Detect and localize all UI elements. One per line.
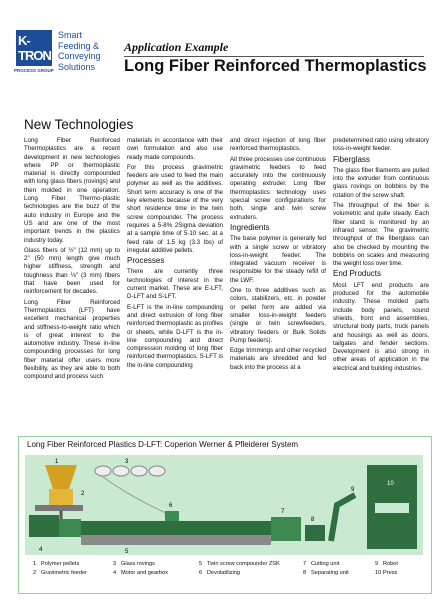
- process-figure: [18, 436, 432, 594]
- motor: [29, 515, 59, 537]
- legend-label: Press: [383, 570, 398, 576]
- paragraph: and direct injection of long fiber reinforced thermoplastics.: [230, 137, 326, 153]
- paragraph: materials in accordance with their own formulation and also use ready made compounds.: [127, 137, 223, 161]
- legend-number: 2: [33, 570, 37, 576]
- legend-label: Robot: [383, 561, 398, 567]
- paragraph: E-LFT is the in-line compounding and direct extrusion of long fiber reinforced thermoplastic as profiles or sheets, while D-LFT is the in-line compounding and direct compression molding of long fiber reinforced thermoplastics. S-LFT is the in-line compounding: [127, 303, 223, 369]
- paragraph: predetermined ratio using vibratory loss-in-weight feeder.: [333, 137, 429, 153]
- legend-number: 6: [199, 570, 203, 576]
- callout-10: 10: [387, 481, 394, 487]
- logo-text: K-TRON: [18, 33, 51, 63]
- callout-2: 2: [81, 491, 85, 497]
- paragraph: One to three additives such as colors, stabilizers, etc. in powder or pellet form are added via smaller loss-in-weight feeders (single or twin screwfeeders, vibratory feeders or Bulk Solids Pump feeders).: [230, 287, 326, 344]
- legend-number: 4: [113, 570, 117, 576]
- legend-number: 8: [303, 570, 307, 576]
- body-columns: [24, 137, 428, 428]
- legend-label: Devolatilizing: [207, 570, 240, 576]
- tagline: [58, 30, 101, 72]
- paragraph: The throughput of the fiber is volumetric and quite steady. Each fiber stand is monitored by an infrared sensor. The gravimetric throughput of the fiberglass can also be checked by mounting the bobbins on scales and measuring the weight loss over time.: [333, 202, 429, 268]
- legend-item: [113, 561, 155, 568]
- legend-item: [199, 570, 240, 577]
- paragraph: Most LFT end products are produced for the automobile industry. These molded parts include body panels, sound shields, front end assemblies, structural body parts, truck panels and housings as well as doors, tailgates and fender sections. Development is also strong in other areas of application in the electrical and building industries.: [333, 281, 429, 372]
- logo-subtitle: PROCESS GROUP: [14, 68, 54, 73]
- legend-label: Separating unit: [311, 570, 349, 576]
- paragraph: All three processes use continuous gravimetric feeders to feed accurately into the continuously operating extruder. Long fiber thermoplastics technology uses special screw configurations for both, single and twin screw extruders.: [230, 155, 326, 221]
- tagline-line: Conveying: [58, 51, 101, 61]
- subheading: Fiberglass: [333, 154, 370, 164]
- page-header: [0, 0, 448, 100]
- callout-6: 6: [169, 503, 173, 509]
- text-column: [127, 137, 223, 372]
- legend-item: [303, 561, 339, 568]
- separating-unit: [305, 525, 325, 541]
- paragraph: There are currently three technologies of interest in the current market. These are E-LFT, D-LFT and S-LFT.: [127, 268, 223, 301]
- legend-item: [303, 570, 349, 577]
- paragraph: Glass fibers of ½" (12 mm) up to 2" (50 mm) length give much higher stiffness, strength and toughness than ⅛" (3 mm) fibers that have been used for reinforcement for decades.: [24, 246, 120, 296]
- text-column: [24, 137, 120, 384]
- legend-number: 1: [33, 561, 37, 567]
- legend-item: [33, 561, 79, 568]
- subheading: Processes: [127, 256, 165, 266]
- text-column: [333, 137, 429, 375]
- legend-label: Cutting unit: [311, 561, 340, 567]
- callout-3: 3: [125, 459, 129, 465]
- legend-label: Polymer pellets: [41, 561, 80, 567]
- legend-label: Twin screw compounder ZSK: [207, 561, 280, 567]
- paragraph: For this process gravimetric feeders are used to feed the main polymer as well as the additives. Short term accuracy is one of the key elements because of the very short residence time in the twin screw compounder. The process requires a 5-8% 2Sigma deviation at a sample time of 5-10 sec. at a feed rate of 1.5 kg (3.3 lbs) of irregular additive pellets.: [127, 163, 223, 254]
- paragraph: Long Fiber Reinforced Thermoplastics (LFT) have excellent mechanical properties and stiffness-to-weight ratio which is of great interest to the automotive industry. These in-line compounding processes for long fiber material offer users more flexibility, as they are able to both compound and process such: [24, 298, 120, 381]
- paragraph: The base polymer is generally fed with a single screw or vibratory loss-in-weight feeder. The integrated vacuum receiver is responsible for the steady refill of the LWF.: [230, 235, 326, 284]
- legend-item: [33, 570, 87, 577]
- legend-item: [375, 570, 397, 577]
- legend-number: 7: [303, 561, 307, 567]
- devolatilizing-port: [165, 511, 179, 521]
- text-column: [230, 137, 326, 374]
- tagline-line: Smart: [58, 30, 83, 40]
- gravimetric-feeder: [49, 489, 73, 505]
- subheading: End Products: [333, 269, 382, 279]
- legend-label: Motor and gearbox: [121, 570, 168, 576]
- feeder-scale: [35, 505, 83, 511]
- tagline-line: Solutions: [58, 61, 96, 72]
- document-category: Application Example: [124, 40, 229, 54]
- legend-number: 3: [113, 561, 117, 567]
- callout-1: 1: [55, 459, 59, 465]
- legend-number: 10: [375, 570, 382, 576]
- callout-5: 5: [125, 549, 129, 555]
- tagline-line: Feeding &: [58, 40, 100, 51]
- legend-label: Glass rovings: [121, 561, 155, 567]
- legend-number: 5: [199, 561, 203, 567]
- figure-title: Long Fiber Reinforced Plastics D-LFT: Coperion Werner & Pfleiderer System: [27, 440, 299, 449]
- callout-7: 7: [281, 509, 285, 515]
- document-title: Long Fiber Reinforced Thermoplastics: [124, 57, 427, 75]
- legend-item: [113, 570, 168, 577]
- legend-label: Gravimetric feeder: [41, 570, 88, 576]
- process-diagram: [25, 455, 423, 555]
- callout-9: 9: [351, 487, 355, 493]
- press-opening: [375, 503, 409, 513]
- legend-item: [375, 561, 398, 568]
- legend-item: [199, 561, 280, 568]
- callout-4: 4: [39, 547, 43, 553]
- subheading: Ingredients: [230, 222, 270, 232]
- paragraph: The glass fiber filaments are pulled into the extruder from continuous glass rovings on bobbins by the rotation of the screw shaft.: [333, 166, 429, 199]
- gearbox: [59, 519, 81, 537]
- legend-number: 9: [375, 561, 379, 567]
- paragraph: Long Fiber Reinforced Thermoplastics are a recent development in new technologies where PP or thermoplastic material is directly compounded with long glass fibers (rovings) and then molded in one operation. Long Fiber Thermo-plastic technologies are the buzz of the auto industry in Europe and the US and are one of the most important trends in the plastics industry today.: [24, 137, 120, 244]
- section-title: New Technologies: [24, 117, 134, 132]
- compounder-base: [81, 535, 271, 545]
- callout-8: 8: [311, 517, 315, 523]
- paragraph: Edge trimmings and other recycled materials are shredded and fed back into the process at a: [230, 347, 326, 371]
- cutting-unit: [271, 517, 301, 541]
- twin-screw-compounder: [81, 521, 271, 535]
